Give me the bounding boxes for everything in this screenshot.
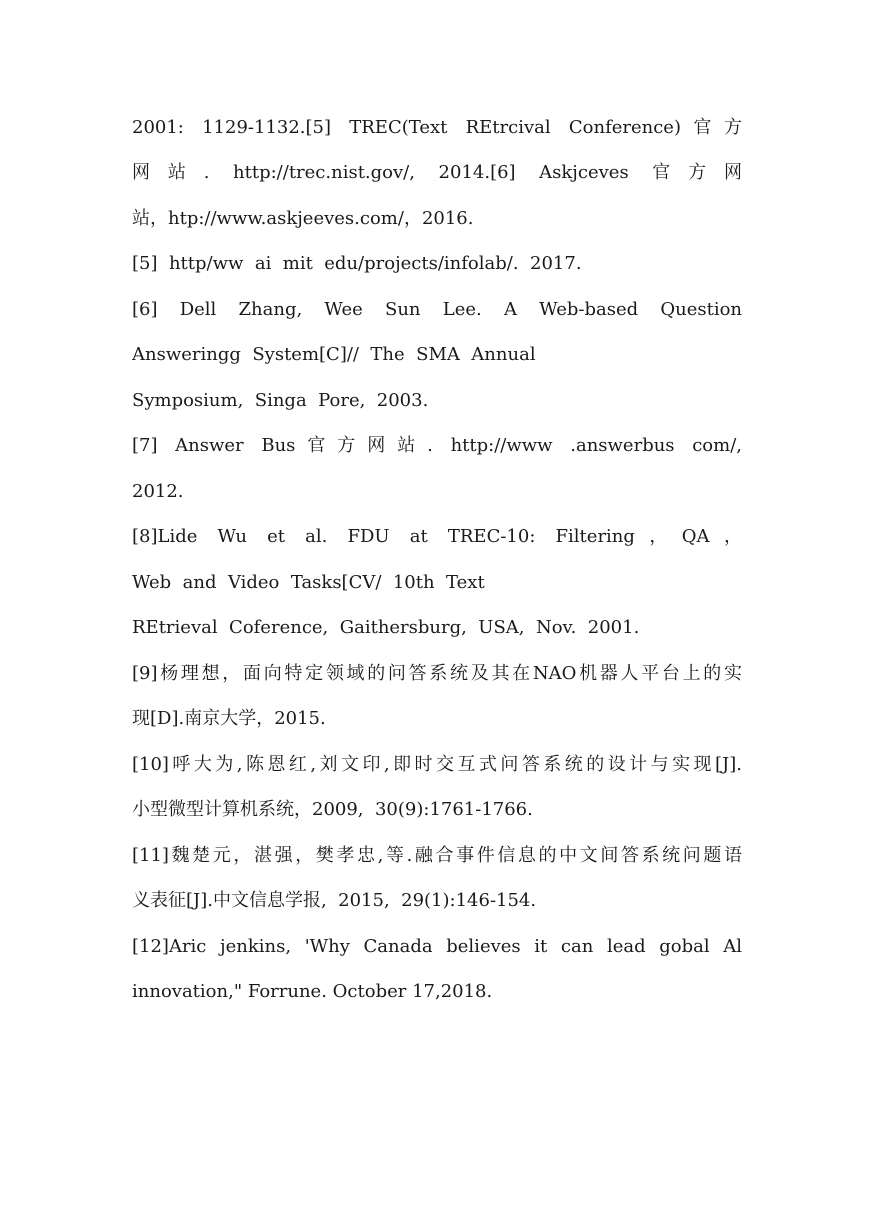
reference-line: Symposium, Singa Pore, 2003. — [132, 390, 429, 411]
reference-line: 2012. — [132, 481, 184, 502]
reference-line: REtrieval Coference, Gaithersburg, USA, Nov. 2001. — [132, 617, 640, 638]
reference-line: Answeringg System[C]// The SMA Annual — [132, 344, 536, 365]
reference-line: innovation," Forrune. October 17,2018. — [132, 981, 493, 1002]
reference-line: [6] Dell Zhang, Wee Sun Lee. A Web-based Question — [132, 299, 742, 320]
reference-line: [5] http/ww ai mit edu/projects/infolab/. 2017. — [132, 253, 582, 274]
reference-line: [11]魏楚元，湛强，樊孝忠,等.融合事件信息的中文间答系统问题语 — [132, 845, 742, 866]
reference-line: [9]杨理想，面向特定领域的问答系统及其在NAO机器人平台上的实 — [132, 663, 742, 684]
reference-line: 站，htp://www.askjeeves.com/，2016. — [132, 208, 474, 229]
reference-line: [8]Lide Wu et al. FDU at TREC-10: Filtering，QA， — [132, 526, 742, 547]
reference-line: [7] Answer Bus官方网站. http://www .answerbus com/, — [132, 435, 742, 456]
reference-line: 网站. http://trec.nist.gov/, 2014.[6] Askjceves 官方网 — [132, 162, 742, 183]
reference-line: 现[D].南京大学，2015. — [132, 708, 326, 729]
reference-line: [10]呼大为,陈恩红,刘文印,即时交互式问答系统的设计与实现[J]. — [132, 754, 742, 775]
reference-line: Web and Video Tasks[CV/ 10th Text — [132, 572, 485, 593]
reference-line: 义表征[J].中文信息学报, 2015, 29(1):146-154. — [132, 890, 537, 911]
reference-line: 小型微型计算机系统，2009, 30(9):1761-1766. — [132, 799, 533, 820]
reference-line: [12]Aric jenkins, 'Why Canada believes it can lead gobal Al — [132, 936, 742, 957]
reference-line: 2001: 1129-1132.[5] TREC(Text REtrcival Conference)官方 — [132, 117, 742, 138]
